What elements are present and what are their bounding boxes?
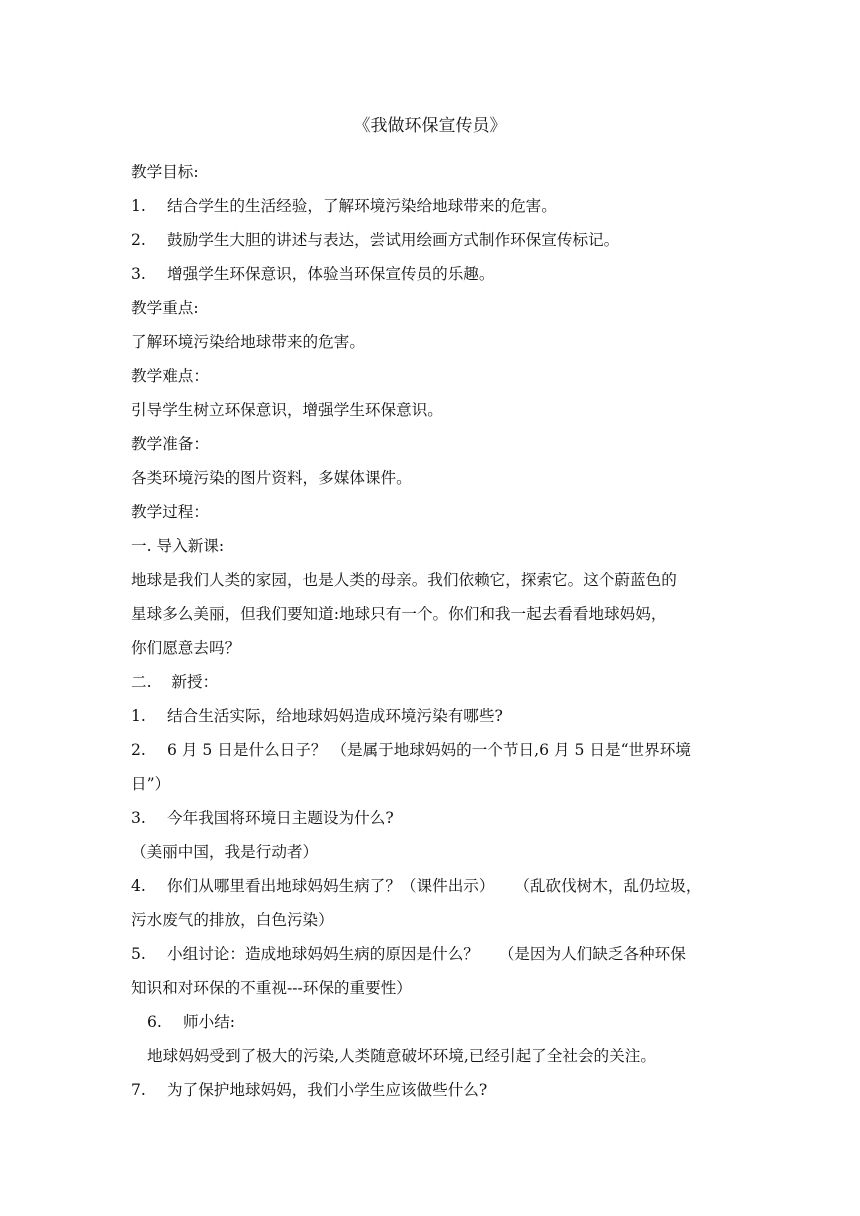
item-number: 1. <box>131 707 146 725</box>
document-title: 《我做环保宣传员》 <box>353 116 507 136</box>
item-text: 小组讨论：造成地球妈妈生病的原因是什么？ （是因为人们缺乏各种环保 <box>167 945 686 963</box>
item-text: 结合生活实际，给地球妈妈造成环境污染有哪些? <box>167 707 503 725</box>
objective-text: 增强学生环保意识，体验当环保宣传员的乐趣。 <box>167 265 495 283</box>
process-item <box>131 1005 731 1039</box>
objective-number: 2. <box>131 231 146 249</box>
item-number: 6. <box>147 1013 162 1031</box>
item-continuation: 地球妈妈受到了极大的污染,人类随意破坏环境,已经引起了全社会的关注。 <box>147 1047 656 1065</box>
objective-item <box>131 189 731 223</box>
item-number: 4. <box>131 877 146 895</box>
objectives-heading: 教学目标: <box>131 163 199 181</box>
section1-line: 地球是我们人类的家园，也是人类的母亲。我们依赖它，探索它。这个蔚蓝色的 <box>131 571 677 589</box>
key-heading: 教学重点: <box>131 299 199 317</box>
item-continuation: 日”） <box>131 775 171 793</box>
objective-item <box>131 257 731 291</box>
item-continuation: 污水废气的排放，白色污染） <box>131 911 334 929</box>
section2-heading: 二. 新授： <box>131 673 219 691</box>
process-item <box>131 699 731 733</box>
prep-text: 各类环境污染的图片资料，多媒体课件。 <box>131 469 412 487</box>
objective-text: 鼓励学生大胆的讲述与表达，尝试用绘画方式制作环保宣传标记。 <box>167 231 620 249</box>
process-item <box>131 937 731 971</box>
process-item <box>131 869 731 903</box>
process-item <box>131 801 731 835</box>
process-heading: 教学过程： <box>131 503 209 521</box>
item-text: 为了保护地球妈妈，我们小学生应该做些什么? <box>167 1081 488 1099</box>
section1-heading: 一. 导入新课: <box>131 537 225 555</box>
item-continuation: （美丽中国，我是行动者） <box>131 843 319 861</box>
document-body <box>131 155 731 1107</box>
item-text: 师小结: <box>183 1013 236 1031</box>
objective-text: 结合学生的生活经验，了解环境污染给地球带来的危害。 <box>167 197 557 215</box>
item-number: 3. <box>131 809 146 827</box>
difficulty-heading: 教学难点： <box>131 367 209 385</box>
item-text: 你们从哪里看出地球妈妈生病了？（课件出示） （乱砍伐树木，乱仍垃圾， <box>167 877 702 895</box>
item-text: 6 月 5 日是什么日子？ （是属于地球妈妈的一个节日,6 月 5 日是“世界环境 <box>167 741 691 759</box>
key-text: 了解环境污染给地球带来的危害。 <box>131 333 365 351</box>
objective-item <box>131 223 731 257</box>
section1-line: 你们愿意去吗？ <box>131 639 241 657</box>
prep-heading: 教学准备： <box>131 435 209 453</box>
objective-number: 1. <box>131 197 146 215</box>
process-item <box>131 733 731 767</box>
process-item <box>131 1073 731 1107</box>
item-number: 7. <box>131 1081 146 1099</box>
item-number: 2. <box>131 741 146 759</box>
section1-line: 星球多么美丽，但我们要知道:地球只有一个。你们和我一起去看看地球妈妈， <box>131 605 667 623</box>
item-continuation: 知识和对环保的不重视---环保的重要性） <box>131 979 412 997</box>
item-number: 5. <box>131 945 146 963</box>
difficulty-text: 引导学生树立环保意识，增强学生环保意识。 <box>131 401 443 419</box>
item-text: 今年我国将环境日主题设为什么? <box>167 809 394 827</box>
objective-number: 3. <box>131 265 146 283</box>
